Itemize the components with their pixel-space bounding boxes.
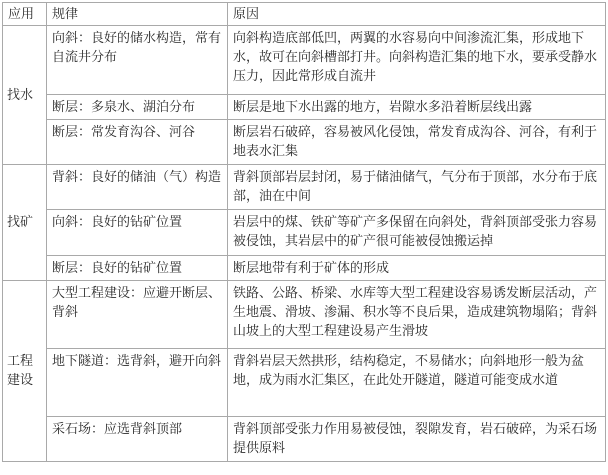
- reason-cell: 背斜顶部受张力作用易被侵蚀，裂隙发育，岩石破碎，为采石场提供原料: [228, 417, 606, 462]
- application-cell: [3, 26, 47, 165]
- header-application: 应用: [3, 3, 47, 26]
- table-row: [3, 26, 606, 95]
- table-row: [3, 256, 606, 281]
- table-row: [3, 281, 606, 349]
- rule-cell: 背斜：良好的储油（气）构造: [47, 165, 228, 210]
- rule-cell: 采石场：应选背斜顶部: [47, 417, 228, 462]
- reason-cell: 岩层中的煤、铁矿等矿产多保留在向斜处，背斜顶部受张力容易被侵蚀，其岩层中的矿产很可能被侵蚀搬运掉: [228, 210, 606, 256]
- geology-application-table: [2, 2, 606, 462]
- reason-cell: 背斜岩层天然拱形，结构稳定，不易储水；向斜地形一般为盆地，成为雨水汇集区，在此处开隧道，隧道可能变成水道: [228, 349, 606, 417]
- application-label: 工程建设: [7, 354, 34, 388]
- rule-cell: 地下隧道：选背斜，避开向斜: [47, 349, 228, 417]
- rule-cell: 向斜：良好的钻矿位置: [47, 210, 228, 256]
- reason-cell: 向斜构造底部低凹，两翼的水容易向中间渗流汇集，形成地下水，故可在向斜槽部打井。向斜构造汇集的地下水，要承受静水压力，因此常形成自流井: [228, 26, 606, 95]
- rule-cell: 断层：多泉水、湖泊分布: [47, 95, 228, 120]
- application-cell: [3, 165, 47, 281]
- rule-cell: 大型工程建设：应避开断层、背斜: [47, 281, 228, 349]
- reason-cell: 铁路、公路、桥梁、水库等大型工程建设容易诱发断层活动，产生地震、滑坡、渗漏、积水等不良后果，造成建筑物塌陷；背斜山坡上的大型工程建设易产生滑坡: [228, 281, 606, 349]
- reason-cell: 断层是地下水出露的地方，岩隙水多沿着断层线出露: [228, 95, 606, 120]
- rule-cell: 向斜：良好的储水构造，常有自流井分布: [47, 26, 228, 95]
- rule-cell: 断层：常发育沟谷、河谷: [47, 120, 228, 165]
- table-row: [3, 95, 606, 120]
- table-row: [3, 165, 606, 210]
- table-row: [3, 210, 606, 256]
- table-row: [3, 120, 606, 165]
- application-cell: [3, 281, 47, 462]
- table-container: [2, 2, 605, 462]
- rule-cell: 断层：良好的钻矿位置: [47, 256, 228, 281]
- table-row: [3, 349, 606, 417]
- header-row: [3, 3, 606, 26]
- header-reason: 原因: [228, 3, 606, 26]
- reason-cell: 断层岩石破碎，容易被风化侵蚀，常发育成沟谷、河谷，有利于地表水汇集: [228, 120, 606, 165]
- application-label: 找矿: [7, 215, 34, 230]
- reason-cell: 背斜顶部岩层封闭，易于储油储气，气分布于顶部，水分布于底部，油在中间: [228, 165, 606, 210]
- application-label: 找水: [7, 87, 34, 103]
- reason-cell: 断层地带有利于矿体的形成: [228, 256, 606, 281]
- table-row: [3, 417, 606, 462]
- header-rule: 规律: [47, 3, 228, 26]
